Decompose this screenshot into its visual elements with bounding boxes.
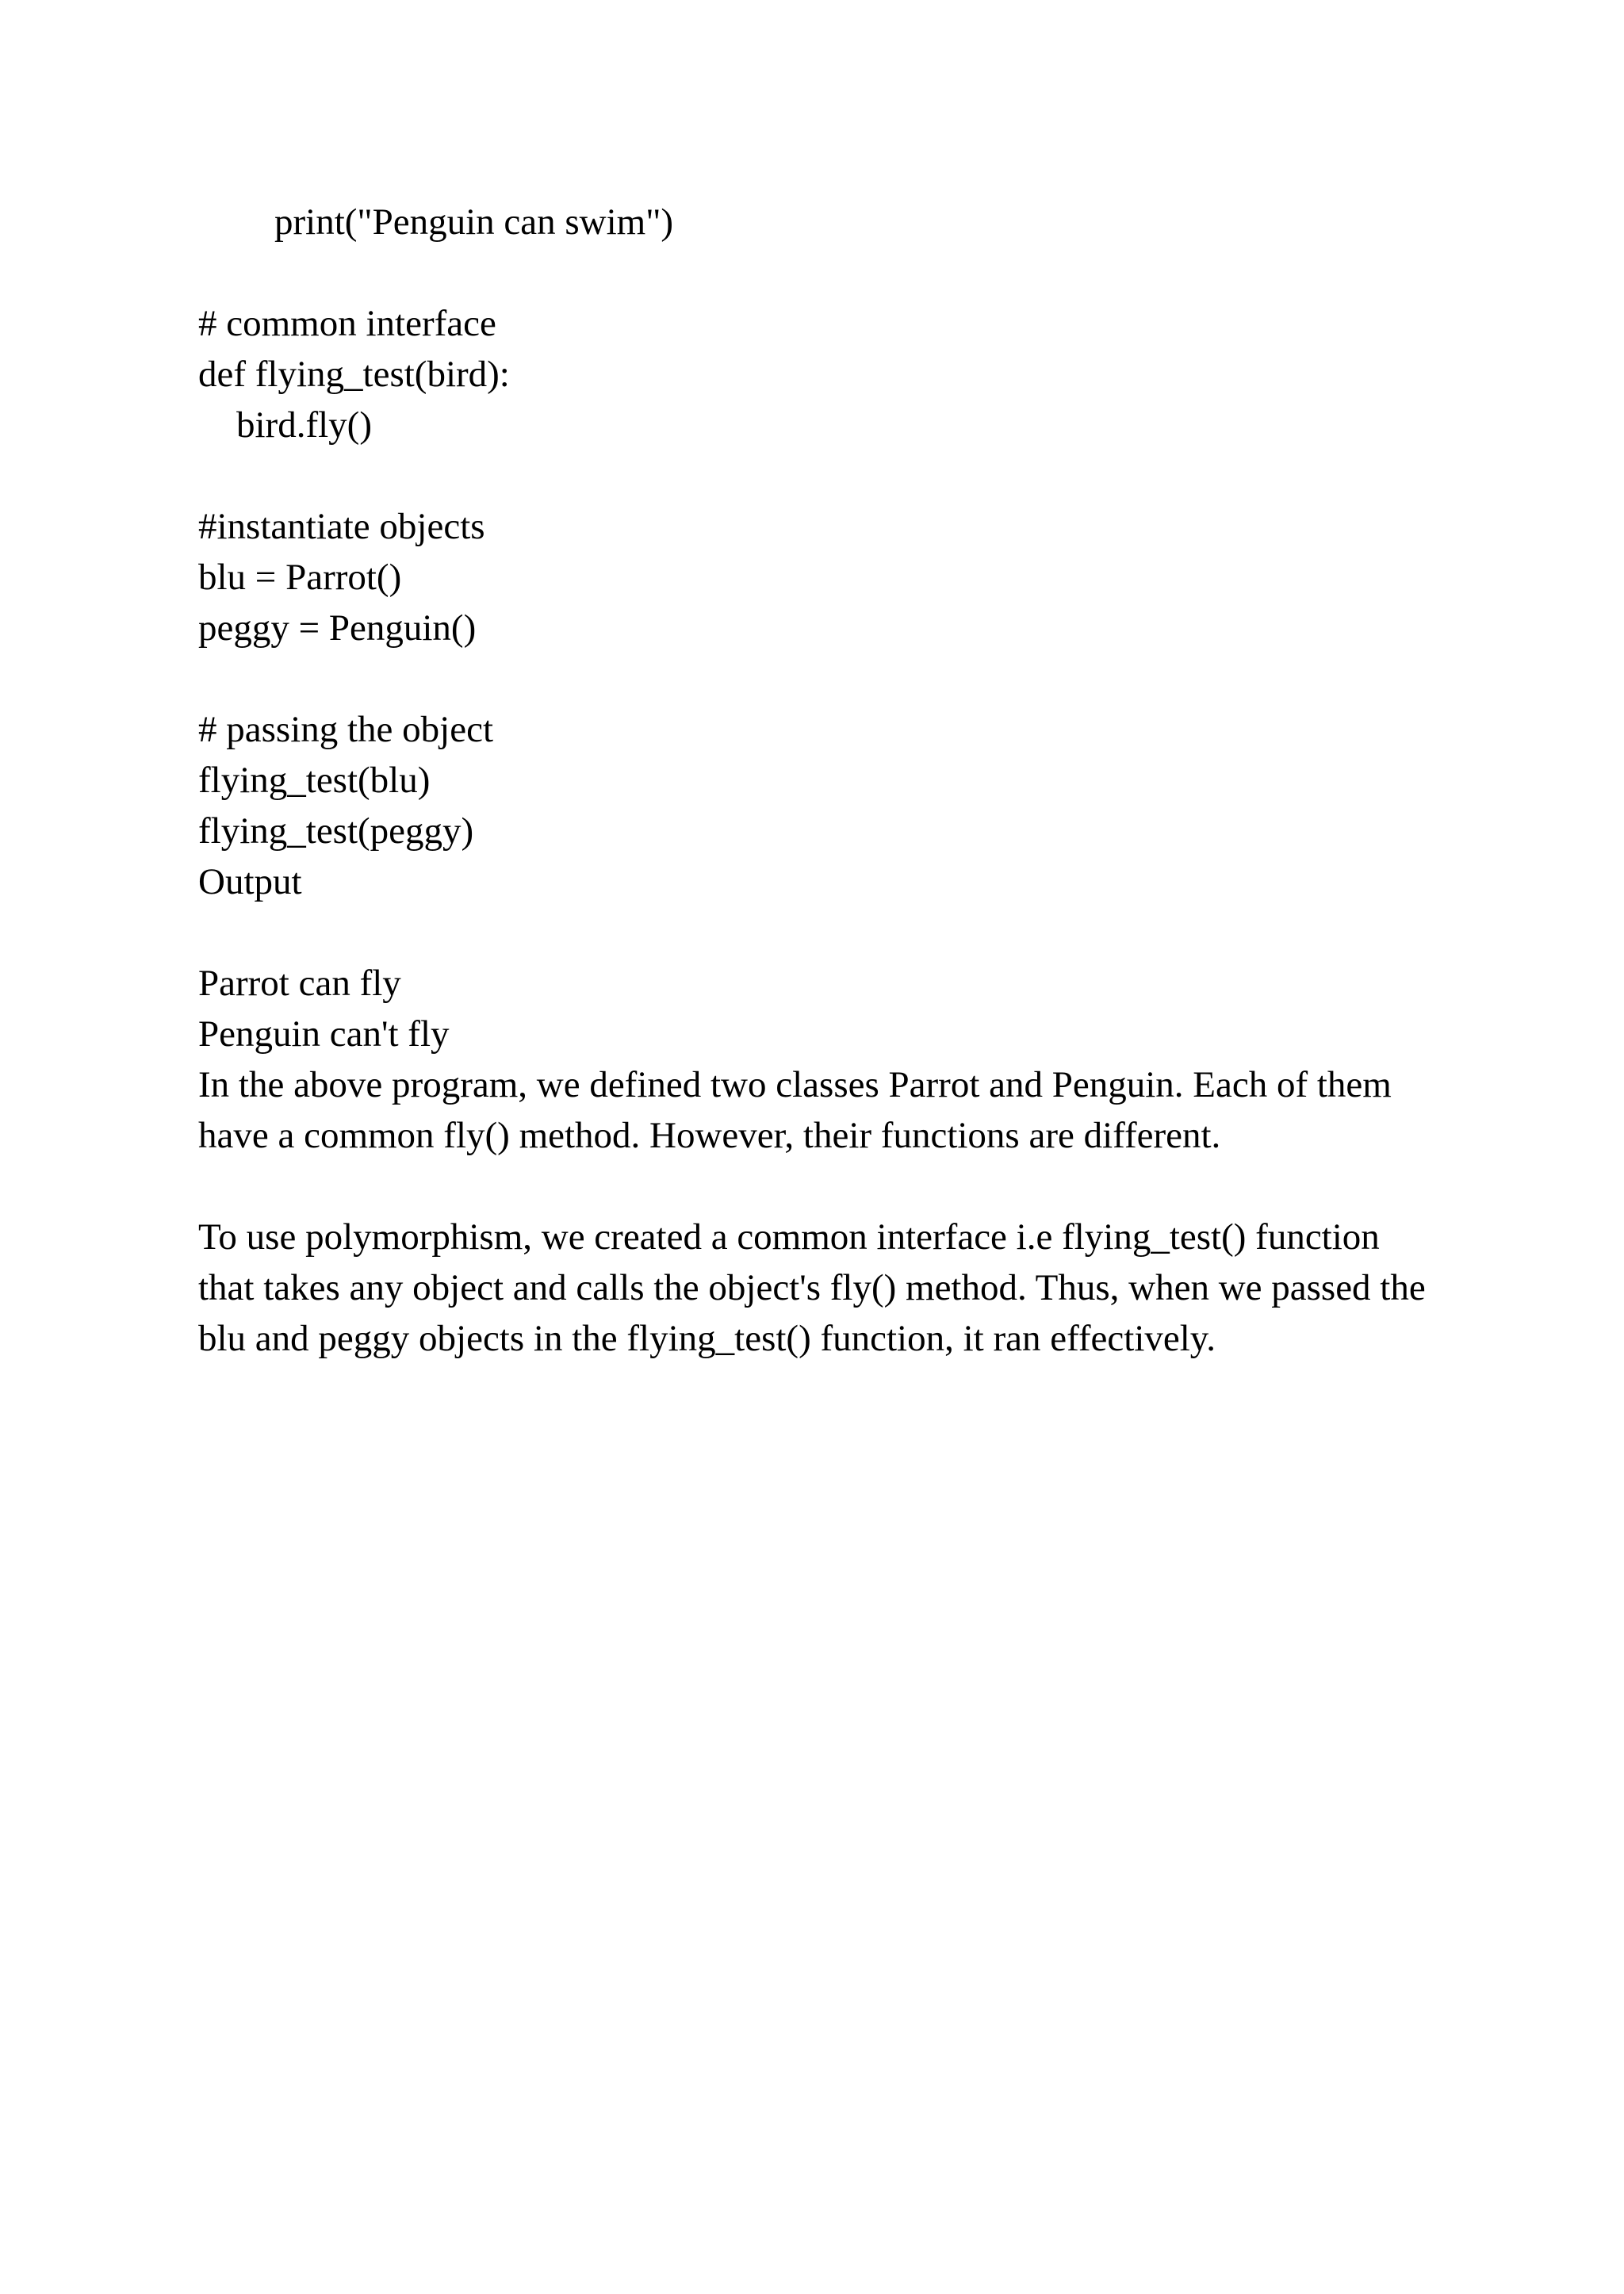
code-line [198, 450, 1435, 501]
code-line: # common interface [198, 303, 496, 344]
blank-line [198, 907, 1435, 958]
document-content [198, 197, 1435, 1364]
code-line: peggy = Penguin() [198, 607, 477, 649]
code-line: def flying_test(bird): [198, 354, 510, 395]
explanation-paragraph: To use polymorphism, we created a common interface i.e flying_test() function that takes any object and calls the object's fly() method. Thus, when we passed the blu and peggy objects in the flying_test() function, it ran effectively. [198, 1216, 1426, 1359]
code-line: flying_test(peggy) [198, 810, 474, 852]
output-line: Penguin can't fly [198, 1013, 450, 1055]
code-line: #instantiate objects [198, 506, 485, 547]
code-line: flying_test(blu) [198, 760, 431, 801]
code-line: blu = Parrot() [198, 557, 402, 598]
code-line [198, 653, 1435, 704]
explanation-paragraph: In the above program, we defined two classes Parrot and Penguin. Each of them have a common fly() method. However, their functions are different. [198, 1064, 1392, 1156]
code-line: # passing the object [198, 709, 494, 750]
code-block [198, 197, 1435, 856]
code-line: print("Penguin can swim") [274, 201, 674, 243]
code-line [198, 247, 1435, 298]
output-label: Output [198, 861, 302, 902]
blank-line [198, 1161, 1435, 1212]
output-line: Parrot can fly [198, 963, 401, 1004]
code-line: bird.fly() [236, 404, 372, 446]
output-block [198, 958, 1435, 1059]
